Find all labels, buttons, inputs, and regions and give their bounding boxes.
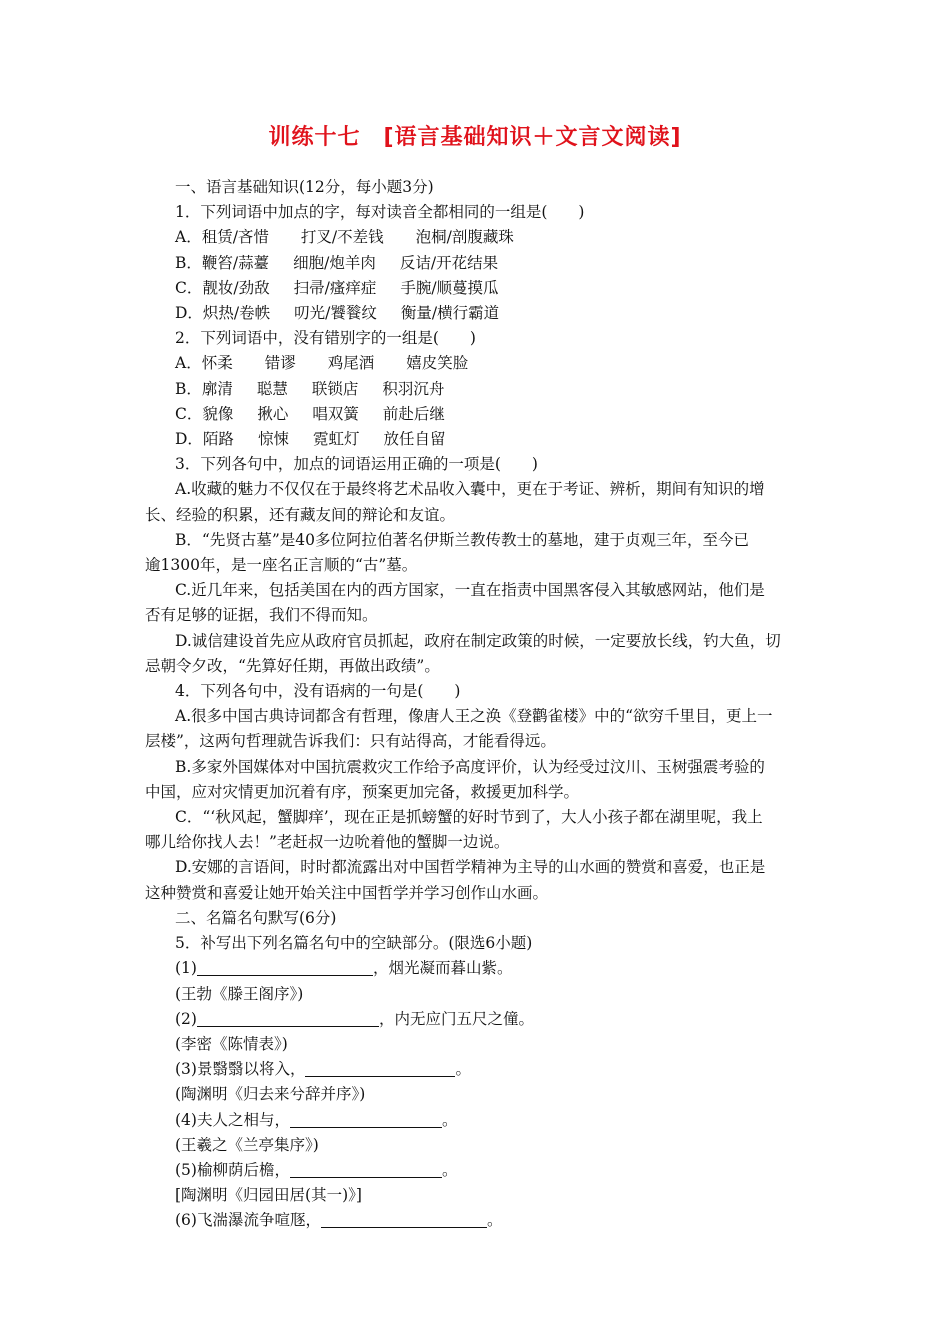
option-text: 唱双簧 [312, 404, 359, 423]
option-row [145, 377, 807, 402]
paragraph-line: C.近几年来，包括美国在内的西方国家，一直在指责中国黑客侵入其敏感网站，他们是 [175, 581, 765, 600]
answer-blank[interactable] [197, 1010, 379, 1027]
option-text: C．靓妆/劲敌 [175, 278, 270, 297]
option-row [145, 301, 807, 326]
option-text: 错谬 [264, 354, 296, 373]
fill-blank-item [145, 1108, 807, 1133]
option-text: 聪慧 [256, 379, 288, 398]
fill-blank-item [145, 1158, 807, 1183]
section-heading: 二、名篇名句默写(6分) [175, 908, 337, 927]
option-text: D．陌路 [175, 430, 234, 449]
fill-blank-item [145, 1208, 807, 1233]
option-text: 手腕/顺蔓摸瓜 [400, 278, 499, 297]
option-row [145, 225, 807, 250]
blank-prefix: (6)飞湍瀑流争喧豗， [175, 1211, 321, 1230]
answer-blank[interactable] [321, 1211, 487, 1228]
option-text: B．廓清 [175, 379, 233, 398]
paragraph-line: 这种赞赏和喜爱让她开始关注中国哲学并学习创作山水画。 [145, 883, 549, 902]
source-citation: (李密《陈情表》) [175, 1034, 288, 1053]
fill-blank-item [145, 956, 807, 981]
blank-prefix: (5)榆柳荫后檐， [175, 1160, 290, 1179]
paragraph-line: 长、经验的积累，还有藏友间的辩论和友谊。 [145, 505, 456, 524]
answer-blank[interactable] [305, 1060, 455, 1077]
option-text: D．炽热/卷帙 [175, 304, 271, 323]
paragraph-line: D.安娜的言语间，时时都流露出对中国哲学精神为主导的山水画的赞赏和喜爱，也正是 [175, 858, 766, 877]
question-stem: 4．下列各句中，没有语病的一句是( ) [175, 682, 461, 701]
source-citation: [陶渊明《归园田居(其一)》] [175, 1186, 362, 1205]
source-citation: (王羲之《兰亭集序》) [175, 1135, 319, 1154]
option-text: 打叉/不差钱 [300, 228, 384, 247]
option-text: A．怀柔 [175, 354, 233, 373]
blank-suffix: 。 [441, 1160, 458, 1179]
option-text: 惊悚 [257, 430, 289, 449]
question-stem: 2．下列词语中，没有错别字的一组是( ) [175, 329, 476, 348]
paragraph-line: 哪儿给你找人去！”老赶叔一边吮着他的蟹脚一边说。 [145, 833, 510, 852]
option-text: 扫帚/瘙痒症 [293, 278, 377, 297]
blank-suffix: 。 [486, 1211, 503, 1230]
blank-suffix: 。 [441, 1110, 458, 1129]
option-text: B．鞭笞/蒜薹 [175, 253, 270, 272]
blank-prefix: (3)景翳翳以将入， [175, 1060, 306, 1079]
paragraph-line: A.很多中国古典诗词都含有哲理，像唐人王之涣《登鹳雀楼》中的“欲穷千里目，更上一 [175, 707, 773, 726]
option-text: 衡量/横行霸道 [400, 304, 500, 323]
option-text: 鸡尾酒 [327, 354, 375, 373]
answer-blank[interactable] [290, 1161, 442, 1178]
option-row [145, 276, 807, 301]
paragraph-line: 忌朝令夕改，“先算好任期，再做出政绩”。 [145, 656, 440, 675]
option-text: 反诘/开花结果 [399, 253, 499, 272]
option-text: 联锁店 [311, 379, 359, 398]
paragraph-line: 逾1300年，是一座名正言顺的“古”墓。 [145, 556, 418, 575]
option-text: 嬉皮笑脸 [406, 354, 469, 373]
option-text: 前赴后继 [382, 404, 445, 423]
option-text: 积羽沉舟 [382, 379, 445, 398]
option-text: A．租赁/吝惜 [175, 228, 269, 247]
answer-blank[interactable] [290, 1111, 442, 1128]
option-text: 放任自留 [383, 430, 446, 449]
paragraph-line: 层楼”，这两句哲理就告诉我们：只有站得高，才能看得远。 [145, 732, 556, 751]
blank-prefix: (4)夫人之相与， [175, 1110, 290, 1129]
blank-prefix: (2) [175, 1009, 197, 1028]
option-text: C．貌像 [175, 404, 234, 423]
page-title: 训练十七 [语言基础知识＋文言文阅读] [268, 125, 682, 150]
option-text: 揪心 [257, 404, 289, 423]
paragraph-line: 中国，应对灾情更加沉着有序，预案更加完备，救援更加科学。 [145, 782, 580, 801]
option-text: 叨光/饕餮纹 [294, 304, 377, 323]
document-body [145, 175, 807, 1234]
fill-blank-item [145, 1057, 807, 1082]
paragraph-line: B．“先贤古墓”是40多位阿拉伯著名伊斯兰教传教士的墓地，建于贞观三年，至今已 [175, 530, 749, 549]
option-text: 霓虹灯 [312, 430, 360, 449]
fill-blank-item [145, 1007, 807, 1032]
blank-suffix: ，内无应门五尺之僮。 [378, 1009, 534, 1028]
question-stem: 3．下列各句中，加点的词语运用正确的一项是( ) [175, 455, 538, 474]
answer-blank[interactable] [197, 959, 373, 976]
source-citation: (陶渊明《归去来兮辞并序》) [175, 1085, 366, 1104]
paragraph-line: B.多家外国媒体对中国抗震救灾工作给予高度评价，认为经受过汶川、玉树强震考验的 [175, 757, 765, 776]
option-row [145, 351, 807, 376]
source-citation: (王勃《滕王阁序》) [175, 984, 304, 1003]
paragraph-line: 否有足够的证据，我们不得而知。 [145, 606, 378, 625]
blank-prefix: (1) [175, 959, 197, 978]
paragraph-line: C．“‘秋风起，蟹脚痒’，现在正是抓螃蟹的好时节到了，大人小孩子都在湖里呢，我上 [175, 808, 763, 827]
option-row [145, 402, 807, 427]
option-row [145, 427, 807, 452]
option-text: 泡桐/剖腹藏珠 [415, 228, 514, 247]
paragraph-line: D.诚信建设首先应从政府官员抓起，政府在制定政策的时候，一定要放长线，钓大鱼，切 [175, 631, 781, 650]
option-row [145, 251, 807, 276]
question-stem: 1．下列词语中加点的字，每对读音全都相同的一组是( ) [175, 203, 585, 222]
blank-suffix: 。 [455, 1060, 471, 1079]
section-heading: 一、语言基础知识(12分，每小题3分) [175, 178, 434, 196]
question-stem: 5．补写出下列名篇名句中的空缺部分。(限选6小题) [175, 934, 533, 953]
blank-suffix: ，烟光凝而暮山紫。 [372, 959, 513, 978]
option-text: 细胞/炮羊肉 [293, 253, 376, 272]
paragraph-line: A.收藏的魅力不仅仅在于最终将艺术品收入囊中，更在于考证、辨析，期间有知识的增 [175, 480, 765, 499]
